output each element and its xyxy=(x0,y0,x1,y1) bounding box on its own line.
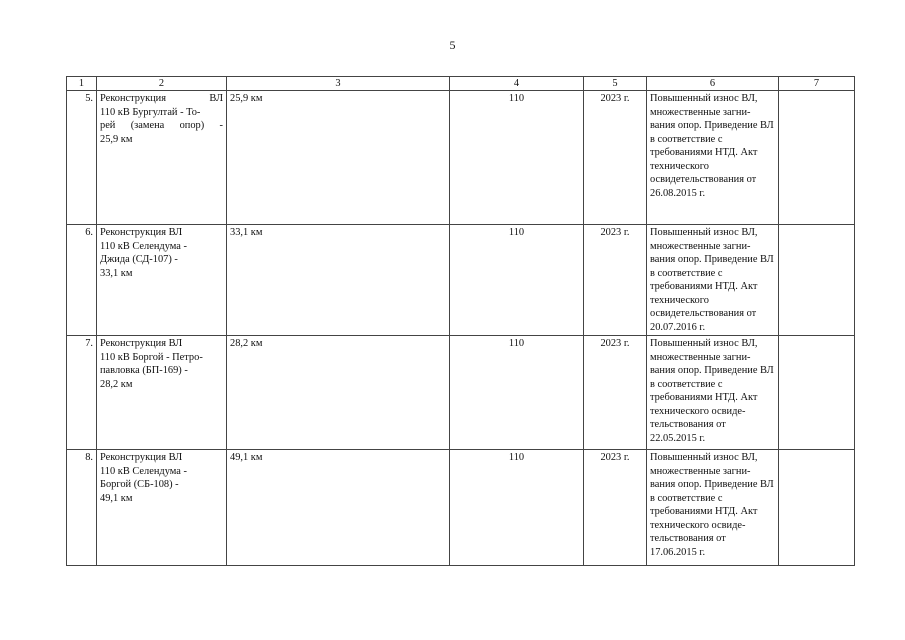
object-name-line: 25,9 км xyxy=(100,133,133,145)
row-number: 5. xyxy=(67,91,97,225)
justification-text: Повышенный износ ВЛ, множественные загни-вания опор. Приведение ВЛ в соответствие с требованиями НТД. Акт технического освидетельствования от 26.08.2015 г. xyxy=(647,91,779,225)
note-cell xyxy=(779,225,855,336)
justification-text: Повышенный износ ВЛ, множественные загни-вания опор. Приведение ВЛ в соответствие с требованиями НТД. Акт технического освиде-тельствования от 17.06.2015 г. xyxy=(647,450,779,566)
voltage-class: 110 xyxy=(450,336,584,450)
line-length: 49,1 км xyxy=(227,450,450,566)
object-name-line: 110 кВ Селендума - xyxy=(100,240,187,252)
completion-year: 2023 г. xyxy=(584,336,647,450)
voltage-class: 110 xyxy=(450,450,584,566)
note-cell xyxy=(779,450,855,566)
column-header: 7 xyxy=(779,77,855,91)
object-name-line: Реконструкция ВЛ xyxy=(100,452,183,463)
column-header: 1 xyxy=(67,77,97,91)
column-header: 5 xyxy=(584,77,647,91)
object-name-line: Боргой (СБ-108) - xyxy=(100,479,179,490)
object-name-line: павловка (БП-169) - xyxy=(100,365,188,376)
object-name-line: 49,1 км xyxy=(100,492,133,504)
note-cell xyxy=(779,91,855,225)
projects-table xyxy=(66,76,855,566)
table-header-row xyxy=(67,77,855,91)
table-row xyxy=(67,91,855,225)
object-name-line: 33,1 км xyxy=(100,267,133,279)
column-header: 2 xyxy=(97,77,227,91)
table-row xyxy=(67,225,855,336)
object-name-line: 110 кВ Боргой - Петро- xyxy=(100,351,203,363)
column-header: 6 xyxy=(647,77,779,91)
page-number: 5 xyxy=(449,38,456,52)
line-length: 28,2 км xyxy=(227,336,450,450)
column-header: 4 xyxy=(450,77,584,91)
completion-year: 2023 г. xyxy=(584,450,647,566)
object-name-line: 110 кВ Бургултай - То- xyxy=(100,106,201,118)
row-number: 6. xyxy=(67,225,97,336)
line-length: 25,9 км xyxy=(227,91,450,225)
row-number: 8. xyxy=(67,450,97,566)
voltage-class: 110 xyxy=(450,225,584,336)
completion-year: 2023 г. xyxy=(584,225,647,336)
table-row xyxy=(67,450,855,566)
line-length: 33,1 км xyxy=(227,225,450,336)
row-number: 7. xyxy=(67,336,97,450)
table-row xyxy=(67,336,855,450)
object-name-cell xyxy=(97,91,227,225)
object-name-line: 28,2 км xyxy=(100,378,133,390)
object-name-cell xyxy=(97,336,227,450)
justification-text: Повышенный износ ВЛ, множественные загни-вания опор. Приведение ВЛ в соответствие с требованиями НТД. Акт технического освидетельствования от 20.07.2016 г. xyxy=(647,225,779,336)
object-name-line: Реконструкция ВЛ xyxy=(100,93,223,104)
completion-year: 2023 г. xyxy=(584,91,647,225)
column-header: 3 xyxy=(227,77,450,91)
object-name-line: 110 кВ Селендума - xyxy=(100,465,187,477)
object-name-cell xyxy=(97,450,227,566)
justification-text: Повышенный износ ВЛ, множественные загни-вания опор. Приведение ВЛ в соответствие с требованиями НТД. Акт технического освиде-тельствования от 22.05.2015 г. xyxy=(647,336,779,450)
object-name-cell xyxy=(97,225,227,336)
object-name-line: Реконструкция ВЛ xyxy=(100,227,183,238)
object-name-line: Реконструкция ВЛ xyxy=(100,338,183,349)
object-name-line: Джида (СД-107) - xyxy=(100,254,178,265)
object-name-line: рей (замена опор) - xyxy=(100,120,223,131)
voltage-class: 110 xyxy=(450,91,584,225)
note-cell xyxy=(779,336,855,450)
